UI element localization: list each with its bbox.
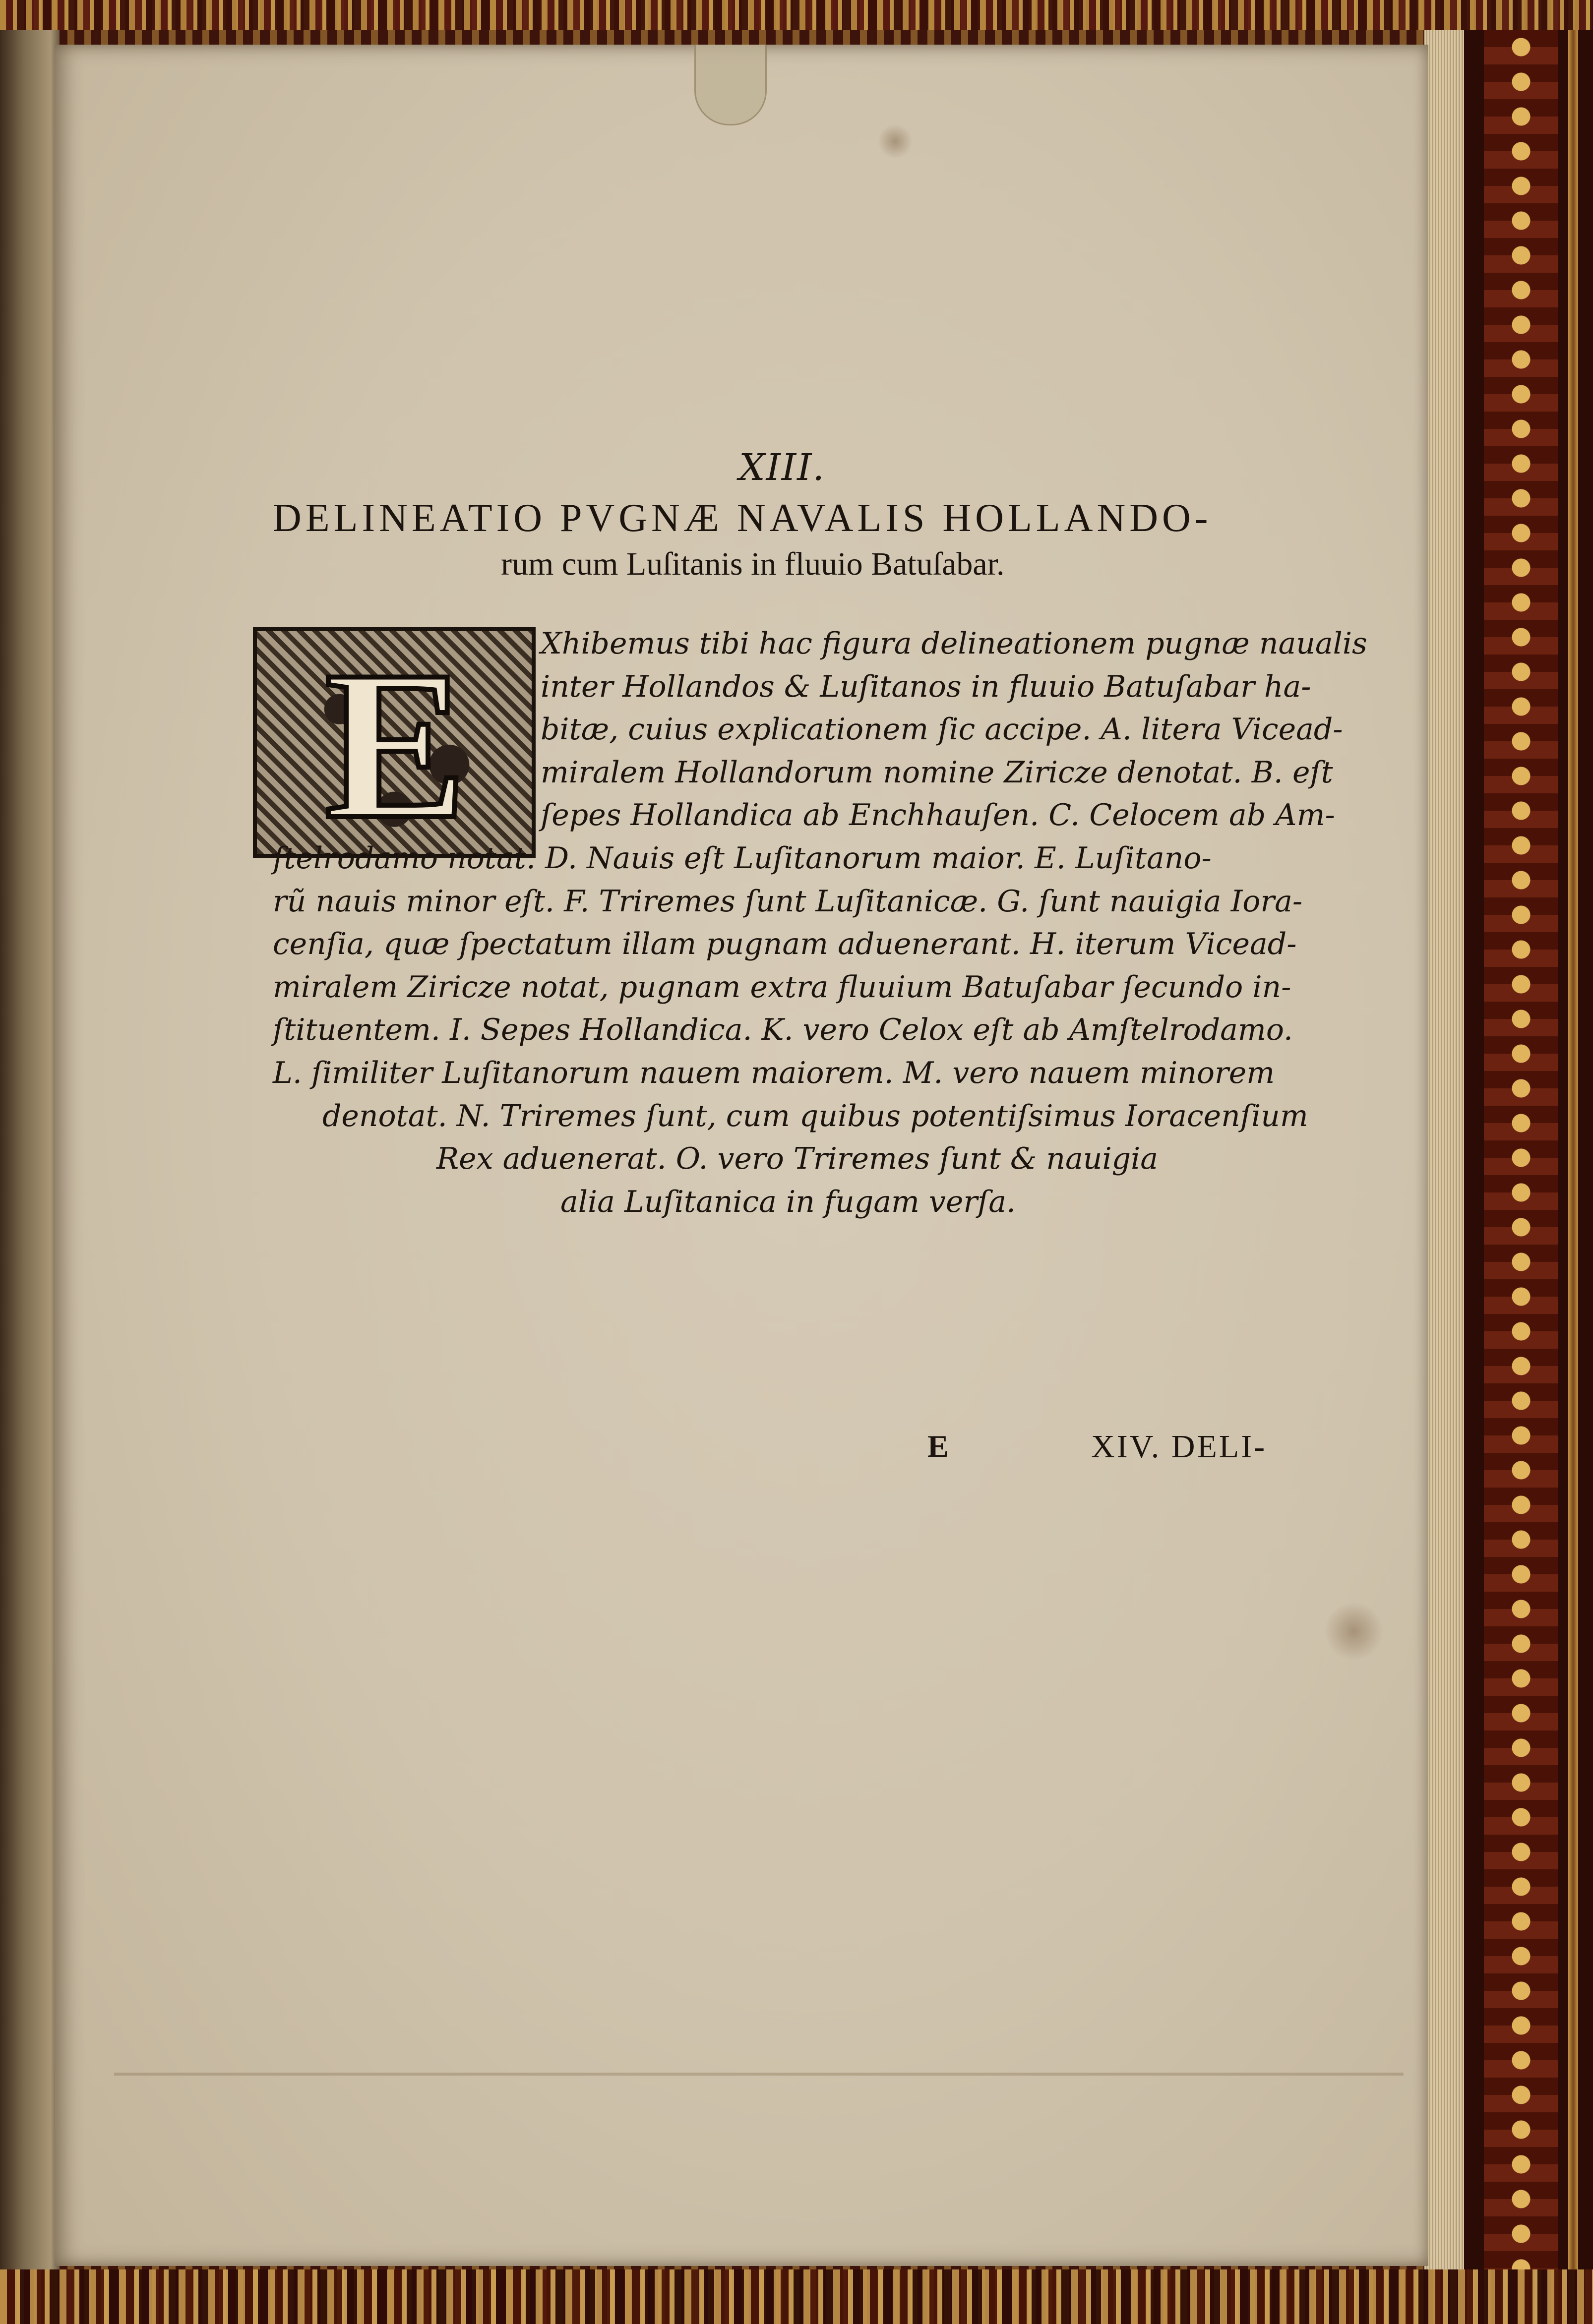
text-line: L. ſimiliter Luſitanorum nauem maiorem. M. vero nauem minorem xyxy=(273,1055,1275,1090)
binding-bottom-border xyxy=(0,2269,1593,2324)
gilt-rule xyxy=(1568,30,1578,2269)
text-line: inter Hollandos & Luſitanos in fluuio Batuſabar ha- xyxy=(541,669,1311,704)
signature-mark: E xyxy=(927,1429,949,1464)
text-line: Rex aduenerat. O. vero Triremes ſunt & nauigia xyxy=(436,1141,1158,1177)
foxing-stain xyxy=(1324,1602,1384,1661)
ornamental-tooling xyxy=(1484,30,1558,2269)
book-page xyxy=(55,45,1428,2266)
plate-mark xyxy=(114,2073,1404,2076)
section-subtitle: rum cum Luſitanis in fluuio Batuſabar. xyxy=(501,546,1005,582)
initial-letter: E xyxy=(324,627,467,863)
text-line: ſtituentem. I. Sepes Hollandica. K. vero Celox eſt ab Amſtelrodamo. xyxy=(273,1013,1293,1048)
text-line: cenſia, quæ ſpectatum illam pugnam aduenerant. H. iterum Vicead- xyxy=(273,927,1297,962)
gilded-right-border xyxy=(1424,30,1593,2269)
text-line: miralem Ziricze notat, pugnam extra fluuium Batuſabar ſecundo in- xyxy=(273,969,1291,1005)
foxing-stain xyxy=(878,124,913,159)
text-line: rũ nauis minor eſt. F. Triremes ſunt Luſitanicæ. G. ſunt nauigia Iora- xyxy=(273,884,1303,919)
binding-top-border xyxy=(0,0,1593,30)
text-line: Xhibemus tibi hac figura delineationem pugnæ naualis xyxy=(541,626,1367,661)
body-paragraph xyxy=(273,622,1374,1223)
text-line: ſepes Hollandica ab Enchhauſen. C. Celocem ab Am- xyxy=(541,798,1335,833)
section-title: DELINEATIO PVGNÆ NAVALIS HOLLANDO- xyxy=(273,496,1212,540)
text-line: denotat. N. Triremes ſunt, cum quibus potentiſsimus Ioracenſium xyxy=(322,1098,1308,1133)
section-numeral: XIII. xyxy=(739,446,825,489)
text-line: bitæ, cuius explicationem ſic accipe. A. litera Vicead- xyxy=(541,712,1343,747)
catchword: XIV. DELI- xyxy=(1091,1429,1267,1465)
text-line: ſtelrodamo notat. D. Nauis eſt Luſitanorum maior. E. Luſitano- xyxy=(273,840,1212,876)
previous-leaf-edge xyxy=(0,30,60,2269)
text-line: miralem Hollandorum nomine Ziricze denotat. B. eſt xyxy=(541,755,1333,790)
text-line: alia Luſitanica in fugam verſa. xyxy=(560,1184,1016,1219)
page-block-edge xyxy=(1424,30,1464,2269)
page-tab xyxy=(694,45,767,125)
